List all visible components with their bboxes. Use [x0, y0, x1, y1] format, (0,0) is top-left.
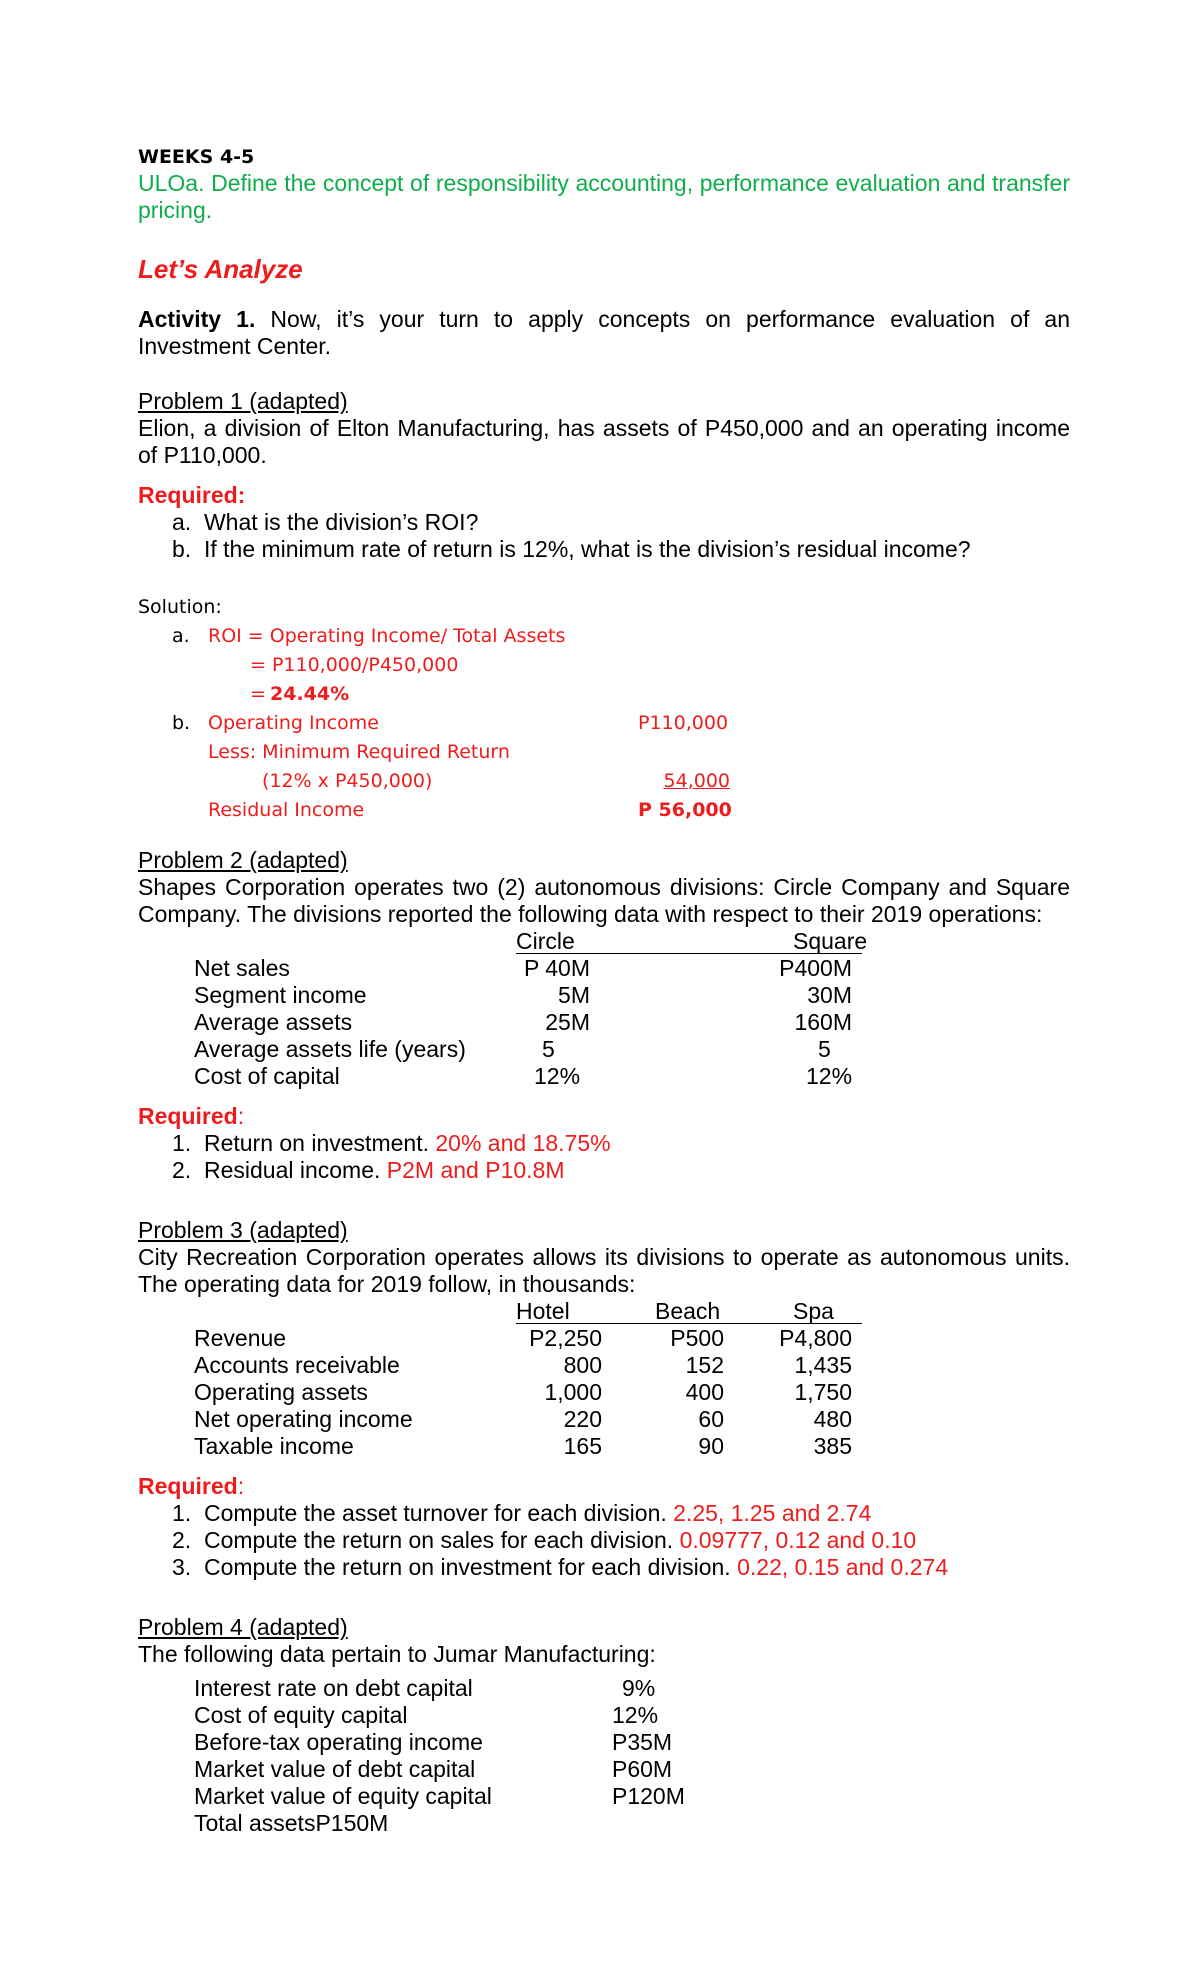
p2-header-rule [516, 953, 862, 954]
p4-row-value: 12% [612, 1702, 659, 1728]
p4-row-value: P60M [612, 1756, 673, 1782]
problem3-required [138, 1473, 244, 1500]
ri-less-label: Less: Minimum Required Return [208, 741, 510, 763]
solution-label: Solution: [138, 596, 222, 618]
item-answer: 0.09777, 0.12 and 0.10 [679, 1527, 917, 1553]
item-answer: 20% and 18.75% [435, 1130, 611, 1156]
p4-total-assets: Total assetsP150M [194, 1810, 389, 1836]
problem4-title: Problem 4 (adapted) [138, 1614, 348, 1640]
item-text: Compute the asset turnover for each division. [203, 1500, 674, 1526]
item-answer: P2M and P10.8M [386, 1157, 565, 1183]
item-answer: 0.22, 0.15 and 0.274 [737, 1554, 949, 1580]
p2-square-value: 5 [818, 1036, 831, 1062]
problem1-question-b: b. If the minimum rate of return is 12%, what is the division’s residual income? [172, 536, 971, 562]
p3-spa-value: 1,435 [794, 1352, 852, 1378]
p3-spa-value: P4,800 [779, 1325, 852, 1351]
problem3-text: City Recreation Corporation operates allows its divisions to operate as autonomous units. The operating data for 2019 follow, in thousands: [138, 1244, 1070, 1297]
p3-col-beach: Beach [655, 1298, 721, 1324]
p3-hotel-value: 1,000 [544, 1379, 602, 1405]
p4-row-label: Before-tax operating income [194, 1729, 483, 1755]
p3-beach-value: 60 [698, 1406, 724, 1432]
problem4-text: The following data pertain to Jumar Manufacturing: [138, 1641, 656, 1667]
ri-min-return-label: (12% x P450,000) [262, 770, 433, 792]
required-colon: : [237, 1103, 245, 1129]
section-title: Let’s Analyze [138, 254, 303, 284]
p3-required-item [172, 1527, 916, 1554]
p2-row-label: Average assets life (years) [194, 1036, 466, 1062]
p2-circle-value: 12% [534, 1063, 581, 1089]
p3-row-label: Taxable income [194, 1433, 354, 1459]
p4-row-label: Market value of equity capital [194, 1783, 492, 1809]
problem1-question-a: a. What is the division’s ROI? [172, 509, 479, 535]
problem2-text: Shapes Corporation operates two (2) autonomous divisions: Circle Company and Square Company. The divisions reported the following data with respect to their 2019 operations: [138, 874, 1070, 927]
required-colon: : [237, 1473, 245, 1499]
ri-residual-value: P 56,000 [638, 799, 732, 821]
p2-row-label: Average assets [194, 1009, 353, 1035]
p2-row-label: Segment income [194, 982, 367, 1008]
solution-a-marker: a. [172, 625, 190, 647]
item-answer: 2.25, 1.25 and 2.74 [673, 1500, 872, 1526]
problem1-required-label: Required: [138, 482, 246, 508]
p3-row-label: Operating assets [194, 1379, 368, 1405]
item-number: 1. [172, 1130, 192, 1156]
problem2-title: Problem 2 (adapted) [138, 847, 348, 873]
activity-label: Activity 1. [138, 306, 256, 332]
p3-hotel-value: 800 [563, 1352, 602, 1378]
p2-square-value: 30M [807, 982, 852, 1008]
p3-hotel-value: P2,250 [529, 1325, 602, 1351]
item-number: 2. [172, 1527, 192, 1553]
p2-square-value: 160M [794, 1009, 852, 1035]
item-text: Residual income. [203, 1157, 387, 1183]
solution-b-marker: b. [172, 712, 191, 734]
required-label: Required [138, 1103, 238, 1129]
p3-spa-value: 385 [813, 1433, 852, 1459]
p4-row-label: Market value of debt capital [194, 1756, 476, 1782]
ri-residual-label: Residual Income [208, 799, 365, 821]
p3-required-item [172, 1500, 871, 1527]
p3-beach-value: 400 [685, 1379, 724, 1405]
p4-row-value: P120M [612, 1783, 685, 1809]
item-number: 1. [172, 1500, 192, 1526]
p3-beach-value: P500 [670, 1325, 724, 1351]
activity-paragraph [138, 306, 1070, 360]
ri-min-return-value: 54,000 [663, 770, 730, 792]
p2-col-circle: Circle [516, 928, 575, 954]
p2-circle-value: 5 [542, 1036, 555, 1062]
p3-header-rule [516, 1323, 862, 1324]
problem2-required [138, 1103, 244, 1130]
required-label: Required [138, 1473, 238, 1499]
p2-square-value: 12% [806, 1063, 853, 1089]
weeks-heading: WEEKS 4-5 [138, 146, 255, 168]
roi-result-eq: = [250, 683, 266, 705]
p4-row-value: 9% [622, 1675, 656, 1701]
ri-operating-income-value: P110,000 [638, 712, 729, 734]
p2-row-label: Cost of capital [194, 1063, 340, 1089]
problem3-title: Problem 3 (adapted) [138, 1217, 348, 1243]
p3-row-label: Revenue [194, 1325, 287, 1351]
item-number: 2. [172, 1157, 192, 1183]
p3-row-label: Net operating income [194, 1406, 413, 1432]
p3-col-spa: Spa [793, 1298, 834, 1324]
ulo-objective: ULOa. Define the concept of responsibility accounting, performance evaluation and transfer pricing. [138, 170, 1070, 223]
problem1-title: Problem 1 (adapted) [138, 388, 348, 414]
item-number: 3. [172, 1554, 192, 1580]
activity-text: Now, it’s your turn to apply concepts on performance evaluation of an Investment Center. [138, 306, 1070, 359]
p2-circle-value: 25M [545, 1009, 590, 1035]
p4-row-value: P35M [612, 1729, 673, 1755]
p3-spa-value: 480 [813, 1406, 852, 1432]
p3-required-item [172, 1554, 948, 1581]
p3-hotel-value: 220 [563, 1406, 602, 1432]
roi-substitution: = P110,000/P450,000 [250, 654, 459, 676]
p2-required-item [172, 1130, 611, 1157]
p4-row-label: Cost of equity capital [194, 1702, 408, 1728]
roi-formula: ROI = Operating Income/ Total Assets [208, 625, 566, 647]
p2-circle-value: 5M [558, 982, 590, 1008]
item-text: Compute the return on investment for each division. [203, 1554, 738, 1580]
p2-required-item [172, 1157, 565, 1184]
problem1-text: Elion, a division of Elton Manufacturing, has assets of P450,000 and an operating income of P110,000. [138, 415, 1070, 468]
item-text: Compute the return on sales for each division. [203, 1527, 680, 1553]
p3-col-hotel: Hotel [516, 1298, 570, 1324]
p3-beach-value: 90 [698, 1433, 724, 1459]
p3-spa-value: 1,750 [794, 1379, 852, 1405]
p2-circle-value: P 40M [523, 955, 590, 981]
p3-row-label: Accounts receivable [194, 1352, 400, 1378]
roi-result-value: 24.44% [270, 683, 350, 705]
item-text: Return on investment. [203, 1130, 436, 1156]
p2-square-value: P400M [779, 955, 852, 981]
ri-operating-income-label: Operating Income [208, 712, 379, 734]
p2-col-square: Square [793, 928, 868, 954]
p4-row-label: Interest rate on debt capital [194, 1675, 473, 1701]
p3-hotel-value: 165 [563, 1433, 602, 1459]
p3-beach-value: 152 [685, 1352, 724, 1378]
p2-row-label: Net sales [194, 955, 290, 981]
